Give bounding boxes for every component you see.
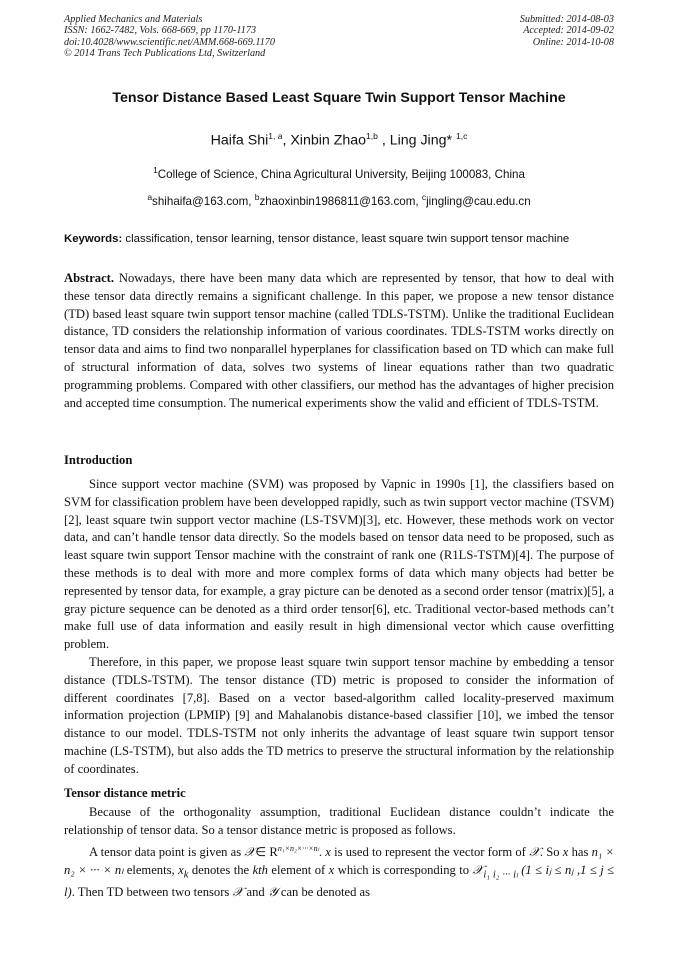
paper-title: Tensor Distance Based Least Square Twin Support Tensor Machine: [112, 90, 566, 106]
author-name: Xinbin Zhao: [290, 132, 367, 149]
email-sup: c: [421, 192, 427, 202]
abstract: [64, 270, 614, 412]
email-address: shihaifa@163.com,: [152, 194, 252, 208]
tdm-paragraph-2: A tensor data point is given as 𝒳∈ $R^{n_1\times n_2\times\cdot\cdot\cdot\times n_l}$. x is used to represent the vector form of 𝒳. So x has n₁ × n₂ × ··· × nₗ elements, $x_k$ denotes the kth element of x which is corresponding to 𝒳$_{i_1 i_2 \cdot\cdot\cdot i_l}$ (1 ≤ iⱼ ≤ nⱼ ,1 ≤ j ≤ l). Then TD between two tensors 𝒳 and 𝒴 can be denoted as: [64, 843, 615, 899]
doi-line: doi:10.4028/www.scientific.net/AMM.668-669.1170: [64, 36, 275, 48]
introduction-heading: Introduction: [64, 453, 133, 467]
tensor-X-symbol: 𝒳: [244, 844, 256, 859]
email-sup: a: [147, 192, 153, 202]
dates-header: [520, 14, 614, 48]
introduction-body: [64, 476, 614, 779]
author-name: Ling Jing*: [389, 132, 453, 149]
keywords: [64, 230, 614, 248]
author-affil-sup: 1,c: [455, 131, 468, 141]
affiliation: [64, 165, 614, 181]
tensor-element-symbol: 𝒳$_{i_1 i_2 \cdot\cdot\cdot i_l}$: [472, 862, 518, 881]
journal-header: [64, 14, 275, 60]
issn-line: ISSN: 1662-7482, Vols. 668-669, pp 1170-1173: [64, 25, 257, 37]
submitted-date: Submitted: 2014-08-03: [519, 14, 614, 25]
email-sup: b: [254, 192, 260, 202]
real-space: ∈ R: [255, 844, 278, 859]
index-range: (1 ≤ iⱼ ≤ nⱼ ,1 ≤ j ≤ l): [64, 862, 615, 899]
email-list: [64, 192, 614, 208]
element-xk-symbol: $x_k$: [178, 862, 189, 881]
author-affil-sup: 1,b: [366, 131, 378, 141]
copyright-line: © 2014 Trans Tech Publications Ltd, Switzerland: [64, 48, 266, 60]
tensor-X-symbol: 𝒳: [232, 884, 244, 899]
email-address: zhaoxinbin1986811@163.com,: [259, 194, 419, 208]
keywords-label: Keywords:: [64, 233, 123, 245]
intro-paragraph-1: Since support vector machine (SVM) was proposed by Vapnic in 1990s [1], the classifiers based on SVM for classification problem have been developped rapidly, such as twin support vector machine (TSVM)[2], least square twin support vector machine (LS-TSVM)[3], etc. However, these methods work on vector data, and can’t handle tensor data directly. So the models based on tensor data need to be proposed, such as least square twin support Tensor machine with the constraint of rank one (R1LS-TSTM)[4]. The purpose of these methods is to deal with more and more complex forms of data which many objects had better be represented by tensor data, for example, a gray picture can be denoted as a second order tensor (matrix)[5], a gray picture sequence can be denoted as a third order tensor[6], etc. Traditional vector-based methods can’t make full use of data information and easily result in high dimensional vector which cause overfitting problem.: [64, 477, 614, 652]
tensor-X-symbol: 𝒳: [529, 844, 540, 859]
accepted-date: Accepted: 2014-09-02: [523, 25, 614, 37]
tdm-heading: Tensor distance metric: [64, 786, 186, 800]
abstract-label: Abstract.: [64, 271, 115, 285]
online-date: Online: 2014-10-08: [532, 36, 614, 48]
abstract-text: Nowadays, there have been many data which are represented by tensor, that how to deal with these tensor data directly remains a significant challenge. In this paper, we propose a new tensor distance (TD) based least square twin support tensor machine (called TDLS-TSTM). Unlike the traditional Euclidean distance, TD considers the relationship information of various coordinates. TDLS-TSTM works directly on tensor data and aims to find two nonparallel hyperplanes for classification based on TD which can make full of structural information of data, solves two systems of linear equations rather than two quadratic programming problems. Compared with other classifiers, our method has the advantages of higher precision and accepted time consumption. The numerical experiments show the valid and efficient of TDLS-TSTM.: [64, 271, 614, 410]
tdm-paragraph-1: Because of the orthogonality assumption, traditional Euclidean distance couldn’t indicate the relationship of tensor data. So a tensor distance metric is proposed as follows.: [64, 805, 614, 837]
affiliation-text: College of Science, China Agricultural University, Beijing 100083, China: [157, 167, 525, 181]
keywords-text: classification, tensor learning, tensor distance, least square twin support tensor machine: [125, 233, 570, 245]
tensor-dims: n₁×n₂×···×nₗ: [277, 843, 319, 853]
element-count: n₁ × n₂ × ··· × nₗ: [64, 844, 615, 877]
tensor-Y-symbol: 𝒴: [267, 884, 278, 899]
tdm-body: [64, 804, 614, 902]
author-name: Haifa Shi: [210, 132, 269, 149]
vector-x-symbol: x: [325, 844, 331, 859]
vector-x-symbol: x: [562, 844, 569, 859]
intro-paragraph-2: Therefore, in this paper, we propose least square twin support tensor machine by embedding a tensor distance (TDLS-TSTM). The tensor distance (TD) metric is proposed to consider the information of different coordinates [7,8]. Based on a vector based-algorithm called locality-preserved maximum information projection (LPMIP) [9] and Mahalanobis distance-based classifier [10], we imbed the tensor distance to our model. TDLS-TSTM not only inherits the advantage of least square twin support tensor machine (LS-TSTM), but also adds the TD metrics to preserve the structural information by the relationship of coordinates.: [64, 654, 614, 776]
email-address: jingling@cau.edu.cn: [426, 194, 531, 208]
vector-x-symbol: x: [328, 862, 335, 877]
kth-symbol: kth: [252, 862, 268, 877]
affiliation-sup: 1: [153, 165, 158, 175]
author-affil-sup: 1, a: [268, 131, 283, 141]
author-list: Haifa Shi$^{1, a}$, Xinbin Zhao$^{1,b}$ , Ling Jing* $^{1,c}$: [210, 131, 468, 149]
journal-name: Applied Mechanics and Materials: [64, 14, 203, 25]
